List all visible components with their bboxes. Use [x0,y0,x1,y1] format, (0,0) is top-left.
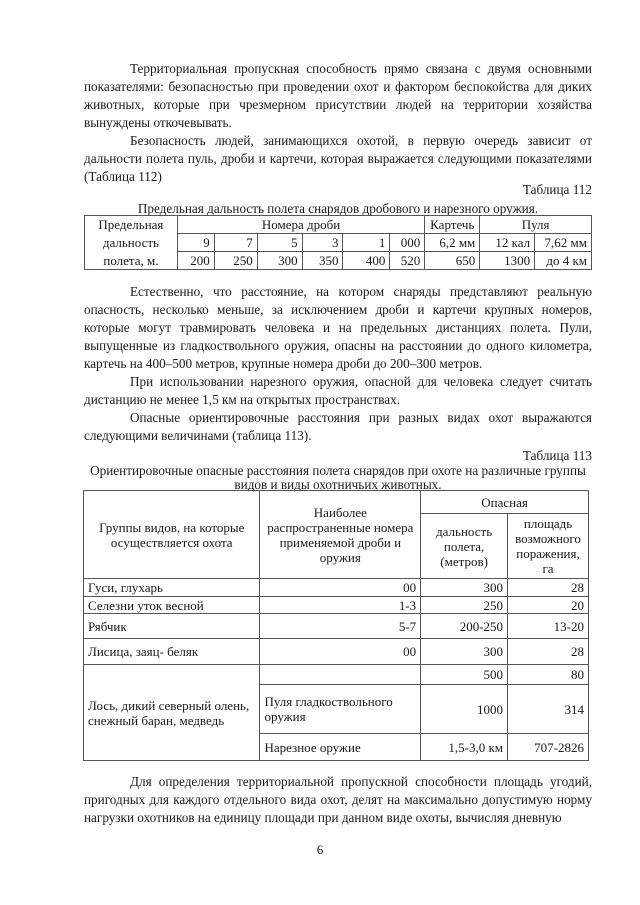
header-danger: Опасная [421,491,589,514]
group-cell: Рябчик [84,614,260,639]
caliber-cell: 7 [214,234,257,252]
distance-cell: 300 [421,579,508,597]
paragraph-territorial-capacity: Территориальная пропускная способность прямо связана с двумя основными показателями: безопасностью при проведении охот и фактором беспокойства для диких животных, которые при чрезмерном присутствии людей на территории хозяйства вынуждены откочевывать. [84,61,592,130]
area-cell: 13-20 [508,614,589,639]
paragraph-danger-distances: Опасные ориентировочные расстояния при разных видах охот выражаются следующими величинами (таблица 113). [84,410,592,443]
distance-cell: 1000 [421,685,508,734]
area-cell: 20 [508,597,589,614]
area-cell: 28 [508,639,589,665]
header-ammo: Наиболее распространенные номера применяемой дроби и оружия [260,491,421,579]
group-cell: Гуси, глухарь [84,579,260,597]
distance-cell: 350 [302,252,343,270]
distance-cell: 650 [425,252,480,270]
distance-cell: 520 [390,252,425,270]
header-groups: Группы видов, на которые осуществляется охота [84,491,260,579]
table-row [84,597,589,614]
distance-cell: 300 [257,252,302,270]
row-label-2: дальность [85,234,178,252]
caliber-cell: 7,62 мм [535,234,592,252]
group-cell: Лось, дикий северный олень, снежный баран, медведь [84,665,260,761]
area-cell: 28 [508,579,589,597]
distance-cell: 250 [421,597,508,614]
caliber-cell: 12 кал [480,234,535,252]
area-cell: 314 [508,685,589,734]
table-113 [83,490,589,761]
table112-label: Таблица 112 [522,182,592,197]
ammo-cell: 00 [260,579,421,597]
distance-cell: 1,5-3,0 км [421,734,508,761]
table112-caption: Предельная дальность полета снарядов дробового и нарезного оружия. [137,201,539,216]
caliber-cell: 5 [257,234,302,252]
table-row [84,665,589,685]
ammo-cell: Нарезное оружие [260,734,421,761]
distance-cell: 400 [343,252,390,270]
distance-cell: 500 [421,665,508,685]
header-area: площадь возможного поражения, га [508,514,589,579]
ammo-cell: 00 [260,639,421,665]
row-label-3: полета, м. [85,252,178,270]
caliber-cell: 6,2 мм [425,234,480,252]
distance-cell: 1300 [480,252,535,270]
distance-cell: 250 [214,252,257,270]
group-cell: Селезни уток весной [84,597,260,614]
ammo-cell: 5-7 [260,614,421,639]
group-shot-numbers: Номера дроби [177,216,424,234]
table113-label: Таблица 113 [522,448,592,463]
table-row [84,639,589,665]
distance-cell: до 4 км [535,252,592,270]
distance-cell: 200-250 [421,614,508,639]
table113-caption-line2: видов и виды охотничьих животных. [234,477,442,492]
header-distance: дальность полета, (метров) [421,514,508,579]
paragraph-capacity-calculation: Для определения территориальной пропускной способности площадь угодий, пригодных для каждого отдельного вида охот, делят на максимально допустимую норму нагрузки охотников на единицу площади при данном виде охоты, вычисляя дневную [84,774,592,825]
page-number: 6 [316,842,324,857]
paragraph-safety: Безопасность людей, занимающихся охотой, в первую очередь зависит от дальности полета пуль, дроби и картечи, которая выражается следующими показателями (Таблица 112) [84,133,592,184]
table-row [84,579,589,597]
area-cell: 80 [508,665,589,685]
caliber-cell: 3 [302,234,343,252]
distance-cell: 200 [177,252,214,270]
paragraph-rifled-weapon: При использовании нарезного оружия, опасной для человека следует считать дистанцию не менее 1,5 км на открытых пространствах. [84,374,592,407]
group-cell: Лисица, заяц- беляк [84,639,260,665]
caliber-cell: 1 [343,234,390,252]
distance-cell: 300 [421,639,508,665]
area-cell: 707-2826 [508,734,589,761]
table113-caption-line1: Ориентировочные опасные расстояния полета снарядов при охоте на различные группы [90,463,586,478]
paragraph-real-danger: Естественно, что расстояние, на котором снаряды представляют реальную опасность, несколько меньше, за исключением дроби и картечи крупных номеров, которые могут травмировать человека и на предельных дистанциях полета. Пули, выпущенные из гладкоствольного оружия, опасны на расстоянии до одного километра, картечь на 400–500 метров, крупные номера дроби до 200–300 метров. [84,284,592,371]
group-bullet: Пуля [480,216,592,234]
row-label-1: Предельная [85,216,178,234]
table-row [84,614,589,639]
ammo-cell [260,665,421,685]
group-buckshot: Картечь [425,216,480,234]
caliber-cell: 000 [390,234,425,252]
caliber-cell: 9 [177,234,214,252]
table-112 [84,215,592,270]
ammo-cell: Пуля гладкоствольного оружия [260,685,421,734]
ammo-cell: 1-3 [260,597,421,614]
